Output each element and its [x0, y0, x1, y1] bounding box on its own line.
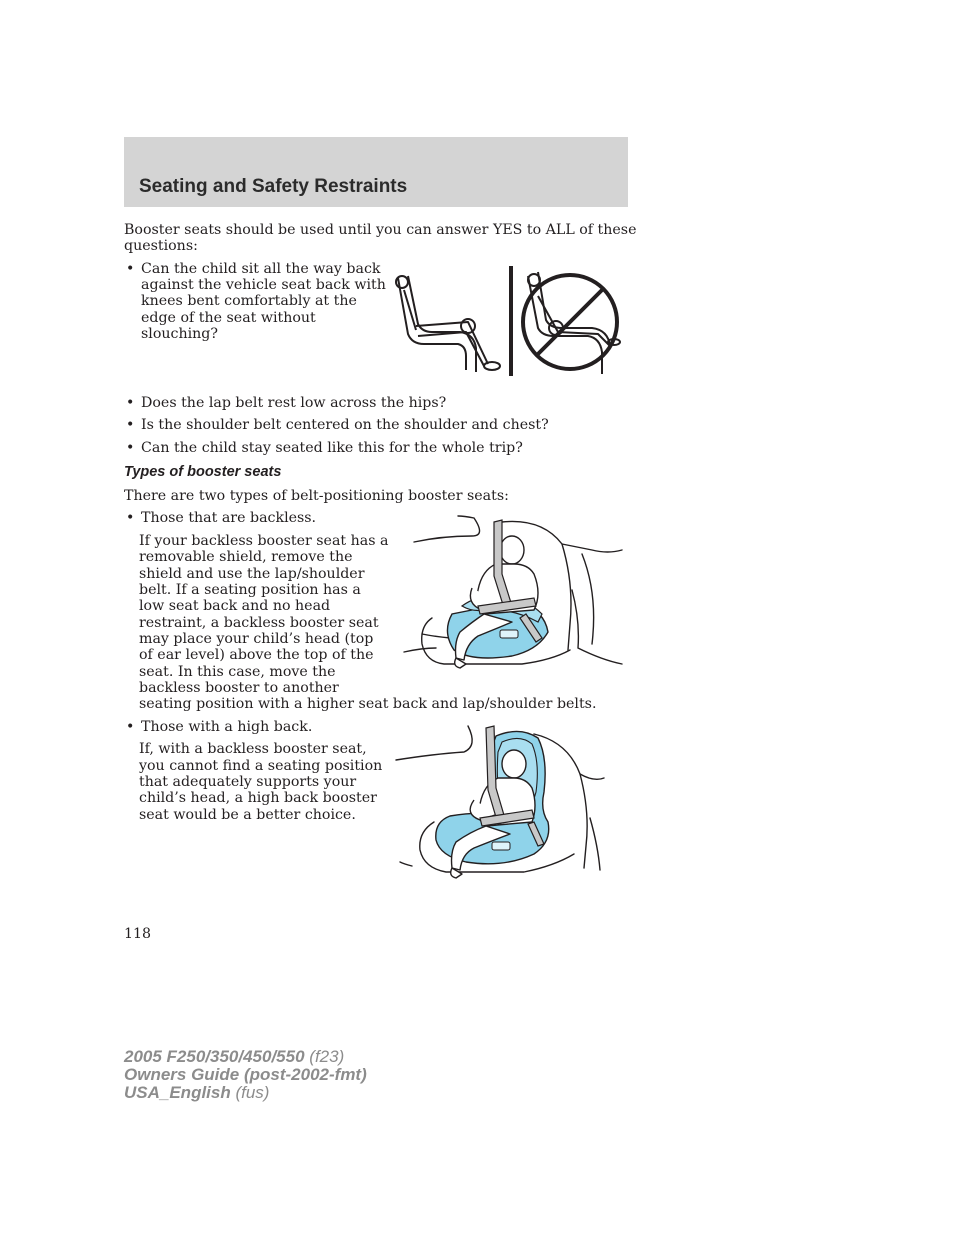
- highback-bullet: Those with a high back.: [141, 719, 313, 735]
- backless-booster-illustration: [402, 514, 626, 674]
- backless-line: seat. In this case, move the: [139, 664, 336, 680]
- highback-line: child’s head, a high back booster: [139, 790, 377, 806]
- intro-line-2: questions:: [124, 238, 198, 254]
- backless-line: removable shield, remove the: [139, 549, 353, 565]
- types-heading: Types of booster seats: [124, 464, 282, 480]
- bullet-icon: •: [126, 417, 135, 433]
- bullet-icon: •: [126, 510, 135, 526]
- backless-line: seating position with a higher seat back and lap/shoulder belts.: [139, 696, 597, 712]
- question1-line: against the vehicle seat back with: [141, 277, 386, 293]
- seat-posture-illustration: [388, 262, 628, 382]
- highback-line: that adequately supports your: [139, 774, 357, 790]
- backless-line: low seat back and no head: [139, 598, 331, 614]
- footer: [124, 1048, 367, 1102]
- question-item: Does the lap belt rest low across the hips?: [141, 395, 447, 411]
- bullet-icon: •: [126, 719, 135, 735]
- bullet-icon: •: [126, 395, 135, 411]
- highback-line: If, with a backless booster seat,: [139, 741, 367, 757]
- highback-line: you cannot find a seating position: [139, 758, 383, 774]
- bullet-icon: •: [126, 440, 135, 456]
- section-title: Seating and Safety Restraints: [139, 176, 408, 197]
- intro-line-1: Booster seats should be used until you can answer YES to ALL of these: [124, 222, 637, 238]
- backless-bullet: Those that are backless.: [141, 510, 317, 526]
- question-item: Can the child stay seated like this for the whole trip?: [141, 440, 523, 456]
- backless-line: restraint, a backless booster seat: [139, 615, 379, 631]
- question1-line: Can the child sit all the way back: [141, 261, 381, 277]
- question1-line: edge of the seat without: [141, 310, 316, 326]
- page-number: 118: [124, 926, 152, 942]
- highback-line: seat would be a better choice.: [139, 807, 356, 823]
- bullet-icon: •: [126, 261, 135, 277]
- types-intro: There are two types of belt-positioning booster seats:: [124, 488, 509, 504]
- question1-line: knees bent comfortably at the: [141, 293, 357, 309]
- backless-line: may place your child’s head (top: [139, 631, 374, 647]
- question-item: Is the shoulder belt centered on the shoulder and chest?: [141, 417, 549, 433]
- backless-line: of ear level) above the top of the: [139, 647, 374, 663]
- backless-line: belt. If a seating position has a: [139, 582, 361, 598]
- highback-booster-illustration: [394, 722, 606, 882]
- backless-line: backless booster to another: [139, 680, 339, 696]
- backless-line: If your backless booster seat has a: [139, 533, 389, 549]
- footer-line-3: USA_English (fus): [124, 1083, 270, 1102]
- footer-line-2: Owners Guide (post-2002-fmt): [124, 1065, 367, 1084]
- backless-line: shield and use the lap/shoulder: [139, 566, 365, 582]
- footer-line-1: 2005 F250/350/450/550 (f23): [124, 1047, 345, 1066]
- question1-line: slouching?: [141, 326, 218, 342]
